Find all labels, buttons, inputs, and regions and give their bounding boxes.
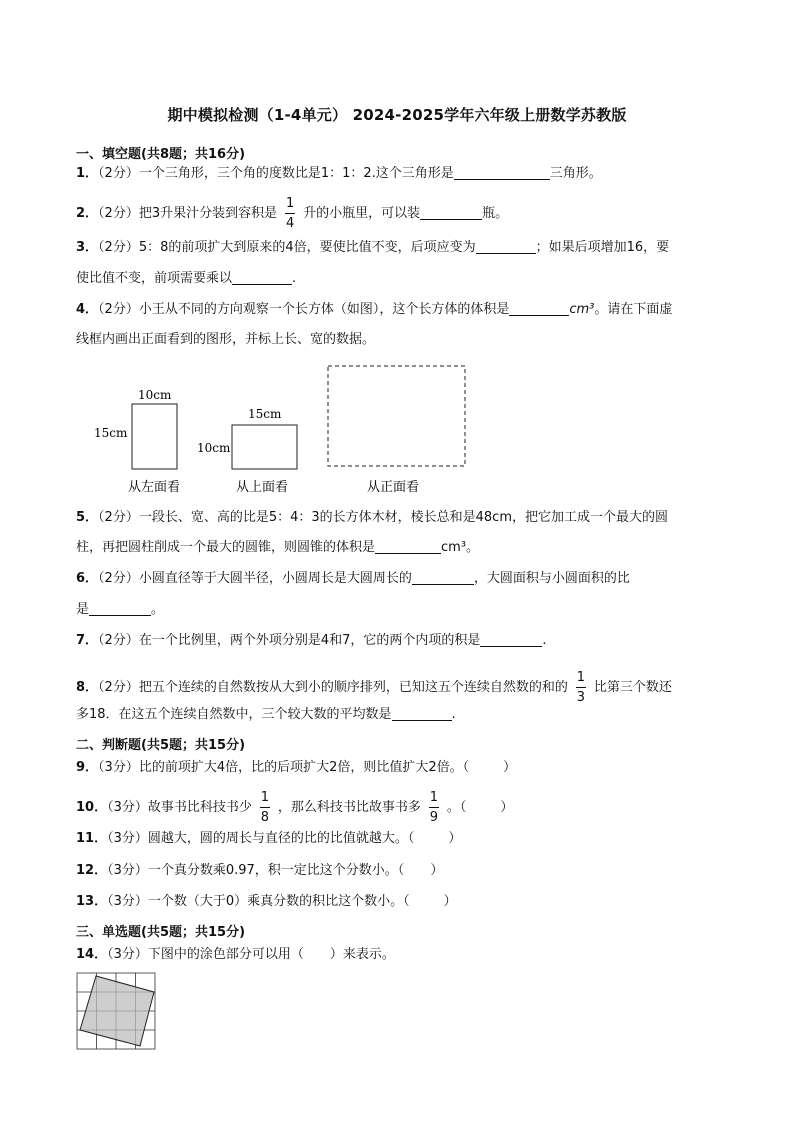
answer-blank[interactable] bbox=[420, 205, 482, 220]
question-9 bbox=[76, 758, 516, 778]
three-view-figure bbox=[90, 362, 480, 498]
question-3-line-2 bbox=[76, 269, 296, 289]
question-number: 11． bbox=[76, 831, 108, 846]
question-4 bbox=[76, 300, 672, 320]
top-view-rectangle bbox=[232, 425, 297, 469]
fraction bbox=[576, 670, 586, 705]
question-number: 10． bbox=[76, 800, 108, 815]
question-text: （2分）一个三角形，三个角的度数比是1：1：2.这个三角形是 bbox=[98, 166, 454, 181]
question-number: 4． bbox=[76, 302, 99, 317]
fraction-numerator: 1 bbox=[260, 790, 270, 805]
question-text: 。（ bbox=[446, 800, 467, 815]
answer-blank[interactable] bbox=[89, 601, 151, 616]
shaded-tilted-square bbox=[80, 976, 154, 1046]
question-5 bbox=[76, 508, 668, 528]
question-text: （3分）一个真分数乘0.97，积一定比这个分数小。（ bbox=[107, 863, 405, 878]
question-text: ） bbox=[500, 800, 514, 815]
question-8-line-2 bbox=[76, 705, 456, 725]
question-number: 1． bbox=[76, 166, 99, 181]
answer-blank[interactable] bbox=[375, 539, 441, 554]
question-text: 柱，再把圆柱削成一个最大的圆锥，则圆锥的体积是 bbox=[76, 540, 376, 555]
question-text: 是 bbox=[76, 602, 90, 617]
fraction-denominator: 9 bbox=[429, 810, 439, 825]
page-title: 期中模拟检测（1-4单元） 2024-2025学年六年级上册数学苏教版 bbox=[167, 106, 627, 124]
question-3 bbox=[76, 238, 669, 258]
question-text: （2分）小王从不同的方向观察一个长方体（如图），这个长方体的体积是 bbox=[98, 302, 510, 317]
fraction-denominator: 8 bbox=[260, 810, 270, 825]
question-text: 线框内画出正面看到的图形，并标上长、宽的数据。 bbox=[76, 332, 376, 347]
question-number: 8． bbox=[76, 680, 99, 695]
fraction-numerator: 1 bbox=[576, 670, 585, 685]
question-text: 使比值不变，前项需要乘以 bbox=[76, 271, 233, 286]
question-text: （3分）故事书比科技书少 bbox=[107, 800, 252, 815]
question-text: （2分）把五个连续的自然数按从大到小的顺序排列，已知这五个连续自然数的和的 bbox=[98, 680, 568, 695]
question-text: （3分）圆越大，圆的周长与直径的比的比值就越大。（ bbox=[107, 831, 415, 846]
question-text: 瓶。 bbox=[482, 206, 509, 221]
answer-blank[interactable] bbox=[232, 270, 292, 285]
question-12 bbox=[76, 861, 443, 881]
fraction-numerator: 1 bbox=[285, 196, 295, 211]
fraction bbox=[285, 196, 295, 231]
fraction-denominator: 4 bbox=[285, 216, 295, 231]
question-text: ） bbox=[430, 863, 444, 878]
question-8 bbox=[76, 670, 672, 705]
question-11 bbox=[76, 829, 461, 849]
question-text: ） bbox=[448, 831, 462, 846]
question-text: （3分）一个数（大于0）乘真分数的积比这个数小。（ bbox=[107, 894, 410, 909]
question-number: 3． bbox=[76, 240, 99, 255]
question-number: 14． bbox=[76, 947, 108, 962]
question-10 bbox=[76, 790, 513, 825]
question-text: （2分）小圆直径等于大圆半径，小圆周长是大圆周长的 bbox=[98, 571, 412, 586]
top-view-width-label: 10cm bbox=[197, 441, 231, 455]
answer-blank[interactable] bbox=[480, 632, 542, 647]
shaded-square-grid-figure bbox=[76, 972, 158, 1052]
left-view-width-label: 10cm bbox=[138, 388, 172, 402]
left-view-rectangle bbox=[132, 404, 177, 469]
section-fill-blank-heading: 一、填空题(共8题；共16分) bbox=[76, 147, 246, 162]
section-true-false-heading: 二、判断题(共5题；共15分) bbox=[76, 738, 246, 753]
question-4-line-2 bbox=[76, 330, 375, 350]
question-text: ，大圆面积与小圆面积的比 bbox=[473, 571, 630, 586]
question-text: 比第三个数还 bbox=[593, 680, 672, 695]
question-text: 三角形。 bbox=[549, 166, 602, 181]
question-number: 13． bbox=[76, 894, 108, 909]
question-text: （2分）5：8的前项扩大到原来的4倍，要使比值不变，后项应变为 bbox=[98, 240, 476, 255]
question-text: （2分）在一个比例里，两个外项分别是4和7，它的两个内项的积是 bbox=[98, 633, 481, 648]
unit-label: cm³ bbox=[569, 302, 595, 317]
question-2 bbox=[76, 196, 508, 231]
left-view-height-label: 15cm bbox=[94, 426, 128, 440]
question-6 bbox=[76, 569, 630, 589]
question-number: 2． bbox=[76, 206, 99, 221]
left-view-caption: 从左面看 bbox=[128, 480, 181, 495]
question-number: 7． bbox=[76, 633, 99, 648]
question-14 bbox=[76, 945, 395, 965]
answer-blank[interactable] bbox=[412, 570, 474, 585]
question-6-line-2 bbox=[76, 600, 164, 620]
question-text: 。 bbox=[151, 602, 165, 617]
answer-blank[interactable] bbox=[476, 239, 536, 254]
question-number: 12． bbox=[76, 863, 108, 878]
question-text: . bbox=[292, 271, 297, 286]
fraction bbox=[260, 790, 270, 825]
question-text: 。请在下面虚 bbox=[594, 302, 673, 317]
question-number: 6． bbox=[76, 571, 99, 586]
top-view-caption: 从上面看 bbox=[236, 480, 289, 495]
section-single-choice-heading: 三、单选题(共5题；共15分) bbox=[76, 925, 246, 940]
question-number: 5． bbox=[76, 510, 99, 525]
top-view-length-label: 15cm bbox=[248, 407, 282, 421]
front-view-dashed-frame[interactable] bbox=[328, 366, 465, 466]
fraction-numerator: 1 bbox=[429, 790, 439, 805]
fraction-denominator: 3 bbox=[576, 690, 585, 705]
question-text: （3分）下图中的涂色部分可以用（ bbox=[107, 947, 304, 962]
question-number: 9． bbox=[76, 760, 99, 775]
question-text: （2分）一段长、宽、高的比是5：4：3的长方体木材，棱长总和是48cm，把它加工成一个最大的圆 bbox=[98, 510, 668, 525]
question-text: ；如果后项增加16，要 bbox=[535, 240, 670, 255]
question-5-line-2 bbox=[76, 538, 479, 558]
answer-blank[interactable] bbox=[509, 301, 569, 316]
question-text: ）来表示。 bbox=[329, 947, 395, 962]
question-text: ） bbox=[503, 760, 517, 775]
question-text: ，那么科技书比故事书多 bbox=[277, 800, 421, 815]
answer-blank[interactable] bbox=[392, 706, 452, 721]
question-text: （2分）把3升果汁分装到容积是 bbox=[98, 206, 278, 221]
answer-blank[interactable] bbox=[454, 165, 550, 180]
question-text: . bbox=[542, 633, 547, 648]
question-text: （3分）比的前项扩大4倍，比的后项扩大2倍，则比值扩大2倍。（ bbox=[98, 760, 470, 775]
question-text: 升的小瓶里，可以装 bbox=[303, 206, 421, 221]
fraction bbox=[429, 790, 439, 825]
question-text: 多18．在这五个连续自然数中，三个较大数的平均数是 bbox=[76, 707, 392, 722]
question-text: ） bbox=[443, 894, 457, 909]
question-1 bbox=[76, 164, 602, 184]
question-13 bbox=[76, 892, 457, 912]
question-text: . bbox=[451, 707, 456, 722]
question-7 bbox=[76, 631, 547, 651]
front-view-caption: 从正面看 bbox=[367, 480, 420, 495]
question-text: cm³。 bbox=[441, 540, 480, 555]
